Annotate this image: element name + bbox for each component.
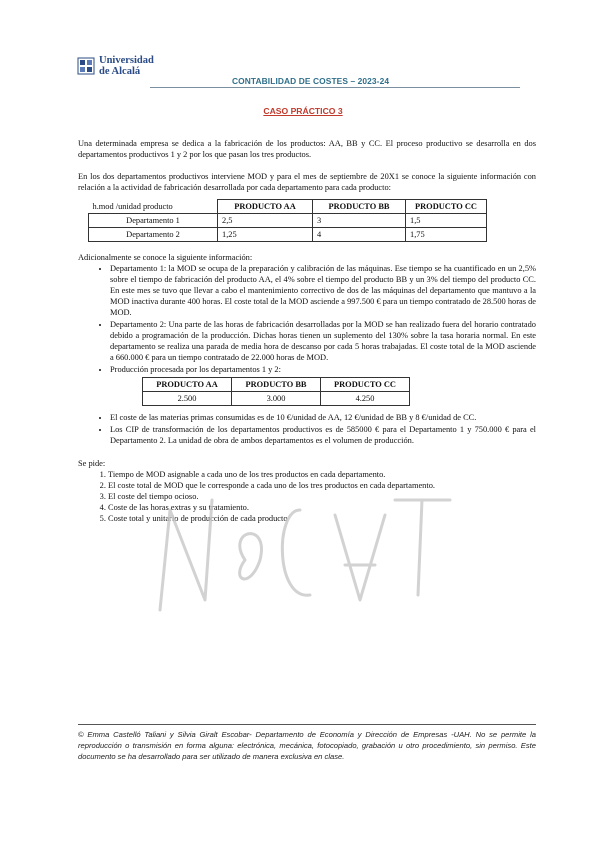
cell: 1,75 — [406, 228, 487, 242]
table-header-row — [89, 200, 487, 214]
footer-divider — [78, 724, 536, 725]
intro-paragraph: Una determinada empresa se dedica a la fabricación de los productos: AA, BB y CC. El proceso productivo se desarrolla en dos departamentos productivos 1 y 2 por los que pasan los tres productos. — [78, 139, 536, 159]
cell: 1,5 — [406, 214, 487, 228]
header-divider — [150, 87, 520, 88]
production-table — [142, 377, 410, 406]
cell: 2.500 — [143, 392, 232, 406]
course-title: CONTABILIDAD DE COSTES – 2023-24 — [232, 76, 390, 86]
logo-line2: de Alcalá — [99, 66, 141, 77]
table-header-row — [143, 378, 410, 392]
asks-heading: Se pide: — [78, 459, 106, 468]
cell: 1,25 — [218, 228, 313, 242]
table-corner: h.mod /unidad producto — [89, 200, 218, 214]
university-logo — [77, 55, 154, 77]
info-paragraph: En los dos departamentos productivos interviene MOD y para el mes de septiembre de 20X1 se conoce la siguiente información con relación a la actividad de fabricación desarrollada por cada departamento para cada producto: — [78, 172, 536, 192]
list-item: 5. Coste total y unitario de producción de cada producto — [108, 513, 536, 524]
list-item: • Departamento 2: Una parte de las horas de fabricación desarrolladas por la MOD se han realizado fuera del horario contratado debido a programación de la producción. Dichas horas tienen un suplemento del 130% sobre la tasa horaria normal. En este departamento se realiza una parada de media hora de descanso por cada 5 horas trabajadas. El coste total de la MOD asciende a 660.000 € para un tiempo contratado de 22.000 horas de MOD. — [110, 319, 536, 363]
case-title: CASO PRÁCTICO 3 — [263, 106, 343, 116]
logo-line1: Universidad — [99, 55, 154, 66]
cell: 4 — [313, 228, 406, 242]
col-header: PRODUCTO CC — [321, 378, 410, 392]
col-header: PRODUCTO BB — [232, 378, 321, 392]
university-emblem-icon — [77, 56, 95, 76]
additional-info-heading: Adicionalmente se conoce la siguiente información: — [78, 253, 253, 262]
row-label: Departamento 1 — [89, 214, 218, 228]
list-item: • Departamento 1: la MOD se ocupa de la preparación y calibración de las máquinas. Ese tiempo se ha cuantificado en un 2,5% sobre el tiempo de fabricación del producto AA, el 4% sobre el tiempo del producto BB y un 3% del tiempo del producto CC. En este mes se tuvo que llevar a cabo el mantenimiento correctivo de dos de las máquinas del departamento que mantuvo a la MOD inactiva durante 400 horas. El coste total de la MOD asciende a 997.500 € para un tiempo contratado de 28.500 horas de MOD. — [110, 263, 536, 318]
list-item: 3. El coste del tiempo ocioso. — [108, 491, 536, 502]
cost-bullet-list — [78, 412, 536, 446]
row-label: Departamento 2 — [89, 228, 218, 242]
list-item: 1. Tiempo de MOD asignable a cada uno de los tres productos en cada departamento. — [108, 469, 536, 480]
university-name — [99, 55, 154, 77]
asks-list — [78, 469, 536, 524]
col-header: PRODUCTO BB — [313, 200, 406, 214]
list-item: • Producción procesada por los departamentos 1 y 2: — [110, 364, 536, 375]
cell: 4.250 — [321, 392, 410, 406]
cell: 3 — [313, 214, 406, 228]
col-header: PRODUCTO AA — [218, 200, 313, 214]
info-bullet-list — [78, 263, 536, 375]
cell: 2,5 — [218, 214, 313, 228]
list-item: • El coste de las materias primas consumidas es de 10 €/unidad de AA, 12 €/unidad de BB y 8 €/unidad de CC. — [110, 412, 536, 423]
table-row — [89, 214, 487, 228]
document-body — [78, 138, 536, 524]
table-row — [143, 392, 410, 406]
list-item: • Los CIP de transformación de los departamentos productivos es de 585000 € para el Departamento 1 y 750.000 € para el Departamento 2. La unidad de obra de ambos departamentos es el volumen de producción. — [110, 424, 536, 446]
hours-table — [88, 199, 487, 242]
col-header: PRODUCTO AA — [143, 378, 232, 392]
col-header: PRODUCTO CC — [406, 200, 487, 214]
cell: 3.000 — [232, 392, 321, 406]
copyright-footer: © Emma Castelló Taliani y Silvia Giralt Escobar- Departamento de Economía y Dirección de Empresas -UAH. No se permite la reproducción o transmisión en forma alguna: electrónica, mecánica, fotocopiado, grabación u otro procedimiento, sin permiso. Este documento se ha desarrollado para ser utilizado de manera exclusiva en clase. — [78, 730, 536, 762]
table-row — [89, 228, 487, 242]
list-item: 4. Coste de las horas extras y su tratamiento. — [108, 502, 536, 513]
list-item: 2. El coste total de MOD que le corresponde a cada uno de los tres productos en cada departamento. — [108, 480, 536, 491]
